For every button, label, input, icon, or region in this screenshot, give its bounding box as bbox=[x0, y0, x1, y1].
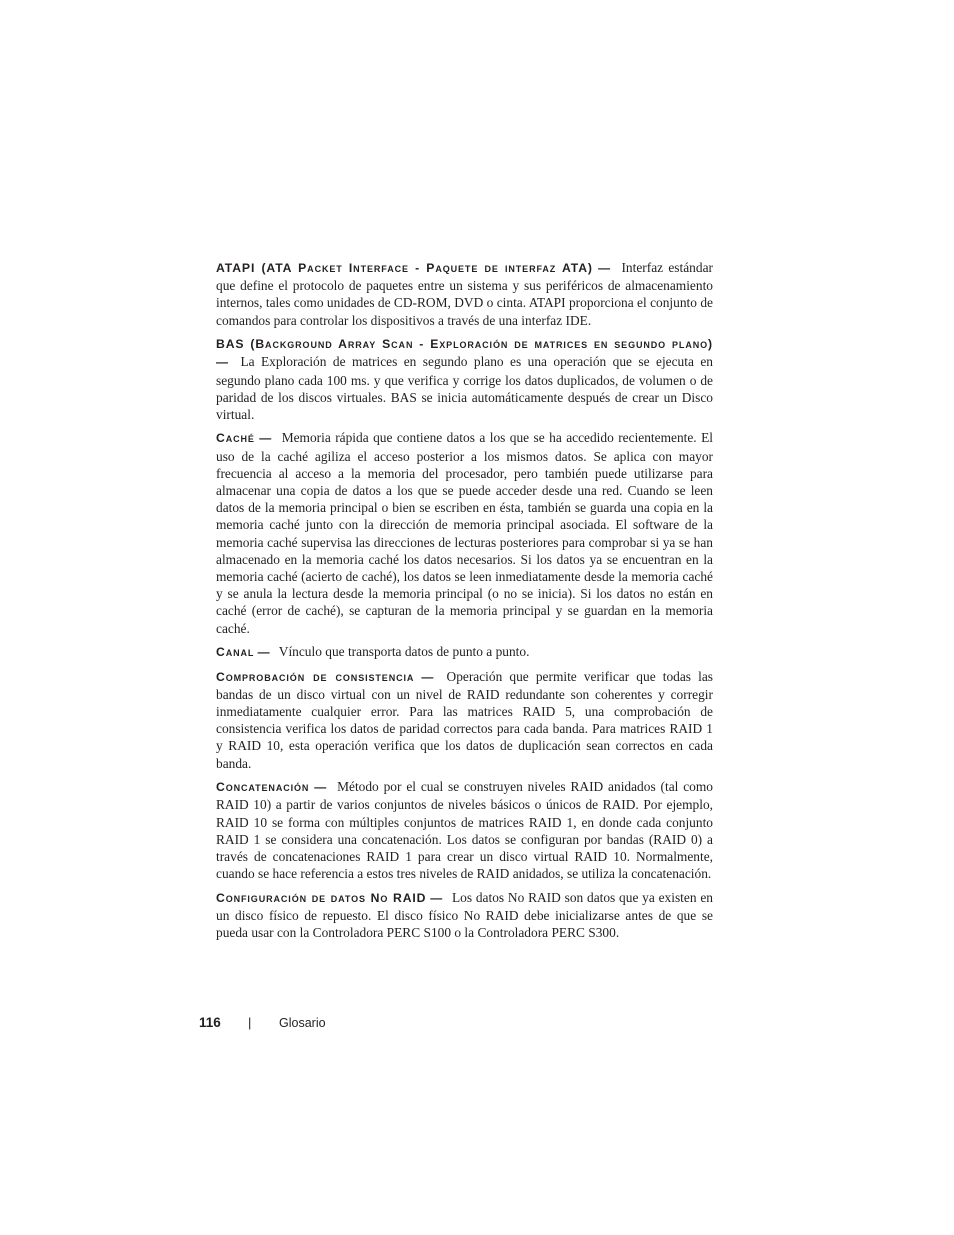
glossary-entry-canal bbox=[216, 643, 713, 661]
glossary-term: Concatenación bbox=[216, 780, 310, 795]
glossary-term: Canal bbox=[216, 645, 255, 660]
term-dash: — bbox=[259, 431, 272, 446]
footer-section-title: Glosario bbox=[279, 1016, 326, 1030]
glossary-term: Comprobación de consistencia bbox=[216, 669, 415, 684]
glossary-entry-cache bbox=[216, 429, 713, 636]
glossary-definition: Interfaz estándar que define el protocolo de paquetes entre un sistema y sus periféricos de almacenamiento internos, tales como unidades de CD-ROM, DVD o cinta. ATAPI proporciona el conjunto de comandos para controlar los dispositivos a través de una interfaz IDE. bbox=[216, 260, 713, 328]
term-dash: — bbox=[430, 890, 443, 905]
term-dash: — bbox=[257, 645, 270, 660]
glossary-definition: Operación que permite verificar que todas las bandas de un disco virtual con un nivel de RAID redundante son coherentes y corregir inmediatamente cualquier error. Para las matrices RAID 5, una comprobación de consistencia verifica los datos de paridad correctos para cada banda. Para matrices RAID 1 y RAID 10, esta operación verifica que los datos de duplicación sean correctos en cada banda. bbox=[216, 668, 713, 771]
term-dash: — bbox=[314, 780, 327, 795]
glossary-term: Configuración de datos No RAID bbox=[216, 890, 427, 905]
glossary-entry-configuracion bbox=[216, 889, 713, 942]
glossary-definition: La Exploración de matrices en segundo plano es una operación que se ejecuta en segundo plano cada 100 ms. y que verifica y corrige los datos duplicados, de volumen o de paridad de los discos virtuales. BAS se inicia automáticamente después de crear un Disco virtual. bbox=[216, 354, 713, 422]
glossary-content bbox=[216, 259, 713, 948]
glossary-definition: Los datos No RAID son datos que ya existen en un disco físico de repuesto. El disco físico No RAID debe inicializarse antes de que se pueda usar con la Controladora PERC S100 o la Controladora PERC S300. bbox=[216, 889, 713, 941]
page-footer bbox=[199, 1015, 499, 1035]
glossary-entry-bas bbox=[216, 335, 713, 423]
glossary-definition: Método por el cual se construyen niveles RAID anidados (tal como RAID 10) a partir de varios conjuntos de niveles básicos o únicos de RAID. Por ejemplo, RAID 10 se forma con múltiples conjuntos de matrices RAID 1, en donde cada conjunto RAID 1 se considera una concatenación. Los datos se configuran por bandas (RAID 0) a través de concatenaciones RAID 1 para crear un disco virtual RAID 10. Normalmente, cuando se hace referencia a estos tres niveles de RAID anidados, se utiliza la concatenación. bbox=[216, 779, 713, 882]
glossary-definition: Memoria rápida que contiene datos a los que se ha accedido recientemente. El uso de la caché agiliza el acceso posterior a los mismos datos. Se aplica con mayor frecuencia al acceso a la memoria del procesador, pero también puede utilizarse para almacenar una copia de datos a los que se puede acceder desde una red. Cuando se leen datos de la memoria principal o bien se escriben en ésta, también se guarda una copia en la memoria caché junto con la dirección de memoria principal asociada. El software de la memoria caché supervisa las direcciones de lecturas posteriores para comprobar si ya se han almacenado en la memoria caché los datos necesarios. Si los datos ya se encuentran en la memoria caché (acierto de caché), los datos se leen inmediatamente desde la memoria caché y se anula la lectura desde la memoria principal (o no se inicia). Si los datos no están en caché (error de caché), se capturan de la memoria principal y se guardan en la memoria caché. bbox=[216, 430, 713, 636]
term-dash: — bbox=[421, 669, 434, 684]
glossary-term: BAS (Background Array Scan - Exploración de matrices en segundo plano) bbox=[216, 337, 713, 352]
term-dash: — bbox=[598, 261, 611, 275]
glossary-definition: Vínculo que transporta datos de punto a punto. bbox=[278, 644, 530, 660]
glossary-entry-atapi bbox=[216, 259, 713, 329]
glossary-entry-concatenacion bbox=[216, 778, 713, 882]
glossary-entry-comprobacion bbox=[216, 668, 713, 772]
page-number: 116 bbox=[199, 1015, 221, 1030]
glossary-term: ATAPI (ATA Packet Interface - Paquete de interfaz ATA) bbox=[216, 261, 593, 275]
glossary-term: Caché bbox=[216, 431, 255, 446]
term-dash: — bbox=[216, 355, 228, 370]
footer-separator: | bbox=[248, 1015, 252, 1030]
